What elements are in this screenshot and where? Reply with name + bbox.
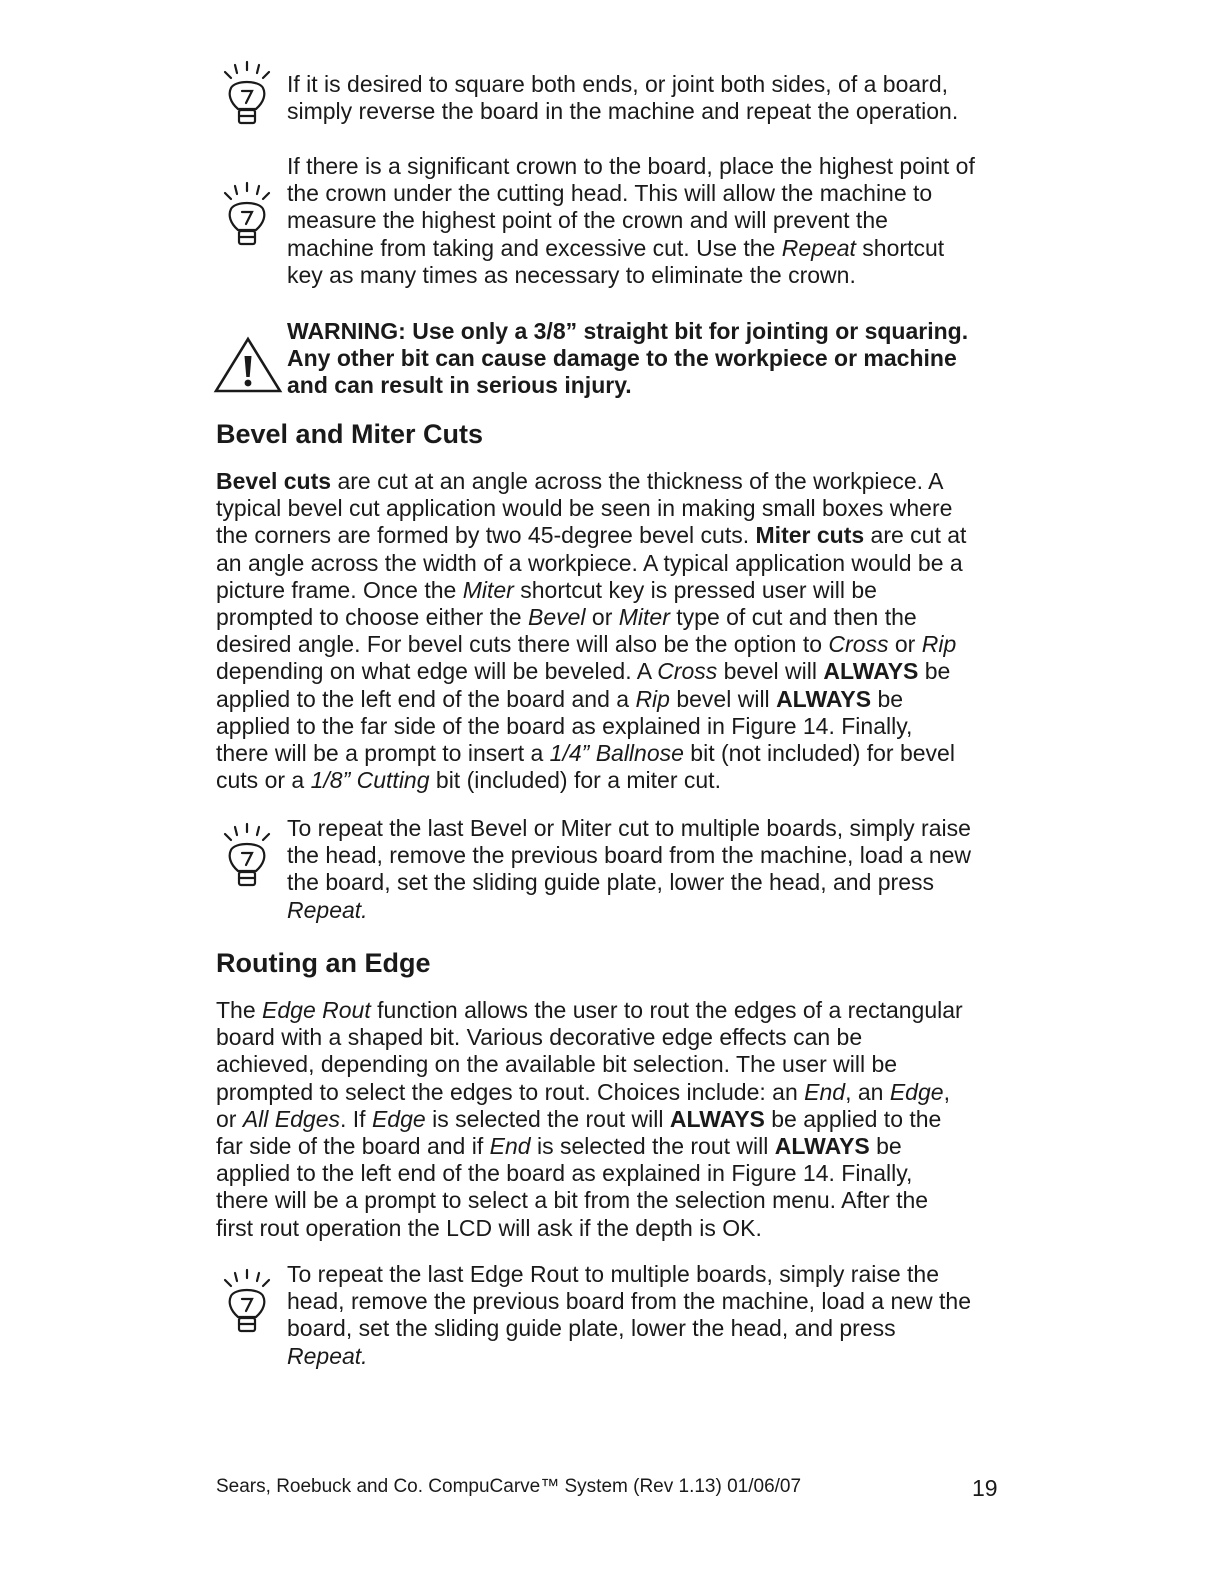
- text-line: [287, 235, 975, 262]
- text-run: . If: [340, 1105, 372, 1132]
- bevel-miter-description: [216, 468, 966, 794]
- text-run: the corners are formed by two 45-degree bevel cuts.: [216, 522, 756, 549]
- text-line: [216, 522, 966, 549]
- text-line: there will be a prompt to select a bit from the selection menu. After the: [216, 1187, 929, 1214]
- heading-routing-an-edge: Routing an Edge: [216, 948, 431, 978]
- text-line: an angle across the width of a workpiece. A typical application would be a: [216, 549, 963, 576]
- text-run: or: [888, 631, 922, 658]
- text-run: bevel will: [717, 658, 824, 685]
- repeat-key-ref: Repeat.: [287, 1342, 368, 1369]
- text-run: function allows the user to rout the edges of a rectangular: [370, 997, 963, 1023]
- page-footer: Sears, Roebuck and Co. CompuCarve™ System (Rev 1.13) 01/06/07: [216, 1476, 802, 1497]
- text-line: [216, 686, 966, 713]
- text-run: applied to the left end of the board and a: [216, 685, 636, 712]
- text-line: Any other bit can cause damage to the workpiece or machine: [287, 345, 957, 372]
- page-number: 19: [972, 1475, 998, 1501]
- text-run: bevel will: [669, 685, 777, 712]
- text-run: is selected the rout will: [530, 1133, 775, 1160]
- text-line: [287, 1343, 971, 1370]
- tip-square-both-ends: [287, 71, 958, 125]
- warning-triangle-icon: [213, 336, 283, 394]
- text-line: To repeat the last Bevel or Miter cut to multiple boards, simply raise: [287, 815, 971, 841]
- text-run: be: [918, 658, 951, 685]
- text-run: bit (not included) for bevel: [683, 740, 955, 767]
- text-run: cuts or a: [216, 767, 311, 794]
- text-bold: ALWAYS: [823, 658, 919, 685]
- text-italic: Bevel: [527, 604, 586, 631]
- text-line: [216, 604, 966, 631]
- tip-repeat-edge-rout: [287, 1261, 971, 1370]
- text-line: applied to the far side of the board as explained in Figure 14. Finally,: [216, 712, 913, 739]
- text-italic: Rip: [921, 631, 957, 658]
- text-line: [216, 1106, 963, 1133]
- text-run: or: [216, 1105, 243, 1132]
- lightbulb-tip-icon: [222, 181, 272, 251]
- text-italic: Miter: [462, 576, 514, 603]
- text-line: and can result in serious injury.: [287, 372, 632, 399]
- text-run: type of cut and then the: [669, 604, 917, 631]
- tip-crown-board: [287, 153, 975, 289]
- text-line: [216, 631, 966, 658]
- text-bold: ALWAYS: [669, 1105, 765, 1132]
- text-line: WARNING: Use only a 3/8” straight bit for jointing or squaring.: [287, 318, 969, 344]
- text-italic: Rip: [635, 685, 670, 712]
- text-italic: Miter: [618, 604, 670, 631]
- text-line: board with a shaped bit. Various decorative edge effects can be: [216, 1024, 863, 1051]
- text-line: simply reverse the board in the machine and repeat the operation.: [287, 98, 959, 125]
- text-italic: End: [489, 1133, 531, 1160]
- repeat-key-ref: Repeat.: [287, 896, 368, 923]
- text-italic: Edge: [371, 1105, 426, 1132]
- text-line: [287, 897, 971, 924]
- text-run: are cut at an angle across the thickness of the workpiece. A: [331, 468, 944, 494]
- text-line: the head, remove the previous board from the machine, load a new: [287, 842, 972, 869]
- text-line: board, set the sliding guide plate, lower the head, and press: [287, 1315, 896, 1342]
- text-line: [216, 1133, 963, 1160]
- text-line: measure the highest point of the crown and will prevent the: [287, 207, 888, 234]
- text-italic: All Edges: [242, 1105, 341, 1132]
- text-line: the board, set the sliding guide plate, lower the head, and press: [287, 869, 934, 896]
- lightbulb-tip-icon: [222, 822, 272, 892]
- text-run: bit (included) for a miter cut.: [429, 767, 721, 794]
- text-run: ,: [943, 1078, 950, 1105]
- heading-bevel-miter-cuts: Bevel and Miter Cuts: [216, 419, 484, 449]
- text-line: To repeat the last Edge Rout to multiple boards, simply raise the: [287, 1261, 940, 1287]
- text-run: be: [869, 1133, 902, 1160]
- text-line: [216, 997, 963, 1024]
- text-italic: Edge: [889, 1078, 944, 1105]
- text-run: shortcut: [855, 234, 945, 261]
- text-run: is selected the rout will: [425, 1105, 670, 1132]
- text-run: or: [585, 604, 619, 631]
- text-bold: Bevel cuts: [216, 468, 332, 494]
- text-line: applied to the left end of the board as explained in Figure 14. Finally,: [216, 1160, 913, 1187]
- text-run: depending on what edge will be beveled. A: [216, 658, 658, 685]
- text-line: [216, 658, 966, 685]
- text-line: achieved, depending on the available bit selection. The user will be: [216, 1051, 898, 1078]
- text-italic: Cross: [828, 631, 889, 658]
- edge-rout-description: [216, 997, 963, 1242]
- text-line: first rout operation the LCD will ask if the depth is OK.: [216, 1214, 762, 1241]
- repeat-key-ref: Repeat: [781, 234, 856, 261]
- text-line: key as many times as necessary to eliminate the crown.: [287, 261, 856, 288]
- text-run: prompted to choose either the: [216, 604, 528, 631]
- text-run: picture frame. Once the: [216, 576, 463, 603]
- text-line: head, remove the previous board from the machine, load a new the: [287, 1288, 972, 1315]
- text-italic: 1/8” Cutting: [310, 767, 430, 794]
- text-line: [216, 1079, 963, 1106]
- text-italic: End: [804, 1078, 846, 1105]
- text-bold: ALWAYS: [774, 1133, 870, 1160]
- text-run: machine from taking and excessive cut. Use the: [287, 234, 782, 261]
- text-run: prompted to select the edges to rout. Choices include: an: [216, 1078, 805, 1105]
- text-run: there will be a prompt to insert a: [216, 740, 550, 767]
- text-run: , an: [845, 1078, 890, 1105]
- text-italic: Cross: [657, 658, 718, 685]
- text-run: The: [216, 997, 263, 1023]
- text-line: [216, 767, 966, 794]
- text-line: the crown under the cutting head. This will allow the machine to: [287, 180, 933, 207]
- warning-jointing-bit: [287, 318, 968, 400]
- text-italic: 1/4” Ballnose: [549, 740, 684, 767]
- text-run: shortcut key is pressed user will be: [513, 576, 877, 603]
- text-line: [216, 740, 966, 767]
- text-bold: Miter cuts: [755, 522, 865, 549]
- lightbulb-tip-icon: [222, 1268, 272, 1338]
- text-line: [216, 468, 966, 495]
- text-run: are cut at: [864, 522, 967, 549]
- text-line: If it is desired to square both ends, or joint both sides, of a board,: [287, 71, 949, 97]
- text-run: be: [871, 685, 904, 712]
- text-line: typical bevel cut application would be seen in making small boxes where: [216, 495, 953, 522]
- text-line: [216, 577, 966, 604]
- lightbulb-tip-icon: [222, 60, 272, 130]
- text-run: be applied to the: [764, 1105, 942, 1132]
- text-line: If there is a significant crown to the board, place the highest point of: [287, 153, 975, 179]
- tip-repeat-bevel-miter: [287, 815, 971, 924]
- text-italic: Edge Rout: [262, 997, 371, 1023]
- text-run: desired angle. For bevel cuts there will also be the option to: [216, 631, 829, 658]
- text-run: far side of the board and if: [216, 1133, 490, 1160]
- text-bold: ALWAYS: [776, 685, 872, 712]
